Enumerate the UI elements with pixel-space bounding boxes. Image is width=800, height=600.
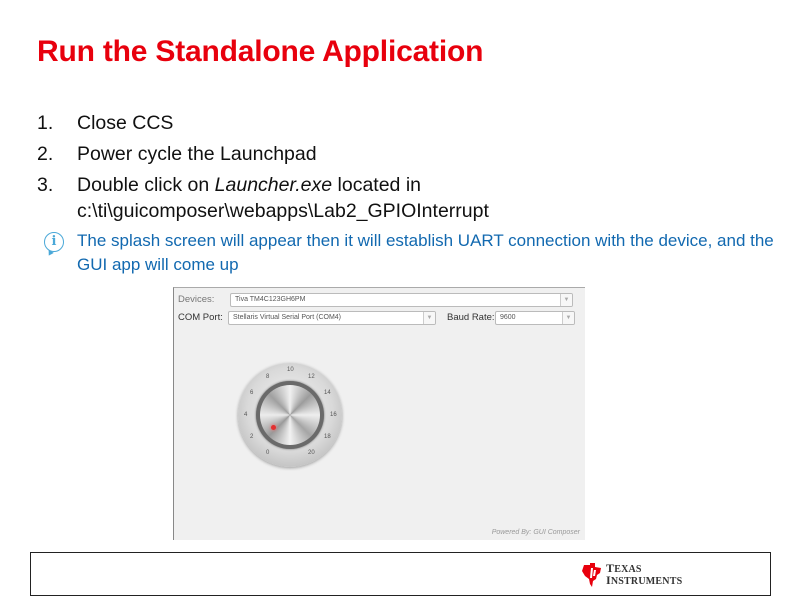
steps-list: [37, 110, 777, 229]
knob-tick-label: 14: [324, 390, 331, 396]
note-text: The splash screen will appear then it will establish UART connection with the device, and the GUI app will come up: [77, 231, 774, 274]
devices-label: Devices:: [178, 294, 215, 305]
step-number: 3.: [37, 174, 54, 196]
logo-line-1: TEXAS: [606, 561, 642, 575]
chevron-down-icon: ▼: [423, 312, 435, 324]
knob-bezel: [256, 381, 324, 449]
baud-rate-select[interactable]: [495, 311, 575, 325]
chevron-down-icon: ▼: [562, 312, 574, 324]
knob-tick-label: 16: [330, 412, 337, 418]
knob-tick-label: 18: [324, 434, 331, 440]
chevron-down-icon: ▼: [560, 294, 572, 306]
info-note: [44, 229, 774, 277]
step-number: 1.: [37, 112, 54, 134]
logo-line-2: INSTRUMENTS: [606, 573, 683, 587]
step-text: located in: [332, 174, 422, 196]
ti-state-icon: [581, 562, 603, 588]
knob-tick-label: 6: [250, 390, 254, 396]
texas-instruments-logo: [581, 562, 682, 588]
knob-tick-label: 20: [308, 450, 315, 456]
knob-tick-label: 0: [266, 450, 270, 456]
knob-tick-label: 2: [250, 434, 254, 440]
step-number: 2.: [37, 143, 54, 165]
knob-face: [260, 385, 320, 445]
step-path: c:\ti\guicomposer\webapps\Lab2_GPIOInterrupt: [77, 200, 489, 222]
slide-title: Run the Standalone Application: [37, 35, 484, 68]
launcher-filename: Launcher.exe: [214, 174, 333, 196]
knob-tick-label: 10: [287, 367, 294, 373]
gui-app-screenshot: [173, 287, 585, 540]
devices-select[interactable]: [230, 293, 573, 307]
com-port-label: COM Port:: [178, 312, 223, 323]
step-item: [37, 110, 777, 136]
baud-rate-label: Baud Rate:: [447, 312, 495, 323]
step-item: [37, 172, 777, 224]
com-port-value: Stellaris Virtual Serial Port (COM4): [233, 314, 342, 321]
step-text: Power cycle the Launchpad: [77, 143, 317, 165]
baud-rate-value: 9600: [500, 314, 516, 321]
rotary-knob[interactable]: [238, 363, 342, 467]
step-text: Double click on: [77, 174, 215, 196]
knob-tick-label: 12: [308, 374, 315, 380]
knob-tick-label: 4: [244, 412, 248, 418]
com-port-select[interactable]: [228, 311, 436, 325]
devices-value: Tiva TM4C123GH6PM: [235, 296, 306, 303]
knob-indicator-light: [271, 425, 276, 430]
info-icon: i: [44, 232, 64, 252]
knob-tick-label: 8: [266, 374, 270, 380]
step-text: Close CCS: [77, 112, 174, 134]
powered-by-text: Powered By: GUI Composer: [491, 529, 580, 536]
footer-bar: [30, 552, 771, 596]
step-item: [37, 141, 777, 167]
